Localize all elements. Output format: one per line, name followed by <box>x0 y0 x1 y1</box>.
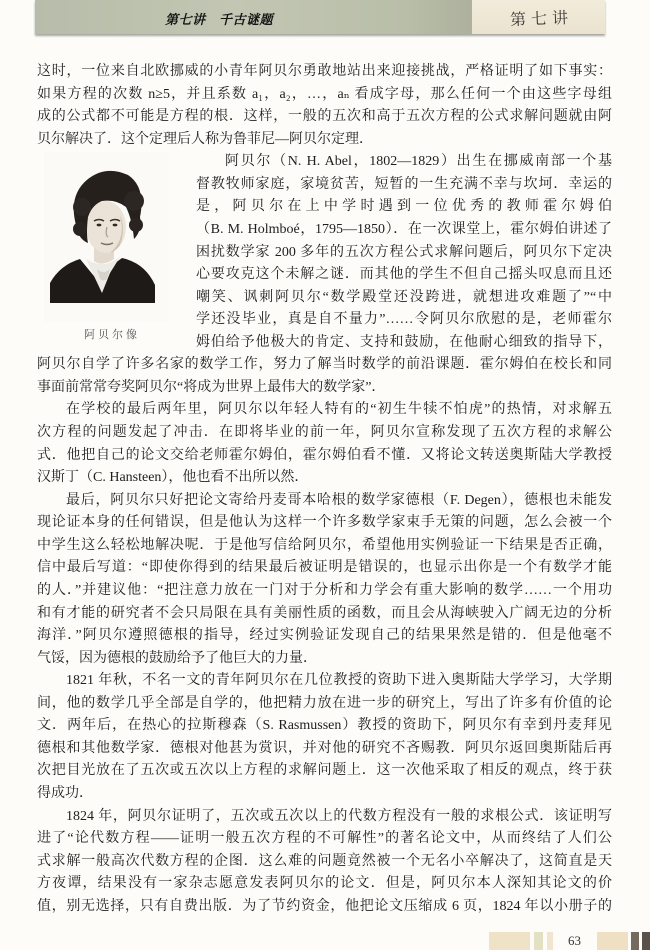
footer-decor-bar <box>642 932 650 950</box>
text-line: 事面前常常夸奖阿贝尔“将成为世界上最伟大的数学家”． <box>37 379 386 395</box>
text-line: 姆伯给予他极大的肯定、支持和鼓励，在他耐心细致的指导下， <box>196 334 612 350</box>
text-line: 气馁，因为德根的鼓励给予了他巨大的力量． <box>37 650 317 666</box>
text-line: 进了“论代数方程——证明一般五次方程的不可解性”的著名论文中，从而终结了人们公 <box>37 831 612 847</box>
text-line: 1824 年，阿贝尔证明了，五次或五次以上的代数方程没有一般的求根公式．该证明写 <box>66 808 612 824</box>
text-line: 现论证本身的任何错误，但是他认为这样一个许多数学家束手无策的问题，怎么会被一个 <box>37 515 612 531</box>
figure-caption: 阿贝尔像 <box>84 329 140 341</box>
chapter-tab <box>472 0 605 34</box>
text-line: 督教牧师家庭，家境贫苦，短暂的一生充满不幸与坎坷．幸运的 <box>196 176 612 192</box>
footer-decor-block <box>547 932 553 950</box>
text-line: 中学生这么轻松地解决呢．于是他写信给阿贝尔，希望他用实例验证一下结果是否正确， <box>37 537 612 553</box>
chapter-header-band <box>35 0 605 34</box>
text-line: 德根和其他数学家．德根对他甚为赏识，并对他的研究不吝赐教．阿贝尔返回奥斯陆后再 <box>37 740 612 756</box>
text-line: 贝尔解决了．这个定理后人称为鲁菲尼—阿贝尔定理． <box>37 131 373 147</box>
text-line: 值，别无选择，只有自费出版．为了节约资金，他把论文压缩成 6 页，1824 年以小册子的 <box>37 898 612 914</box>
text-line: 阿贝尔自学了许多名家的数学工作，努力了解当时数学的前沿课题．霍尔姆伯在校长和同 <box>37 357 612 373</box>
footer-decor-block <box>534 932 543 950</box>
text-line: 学还没毕业，真是自不量力”……令阿贝尔欣慰的是，老师霍尔 <box>196 312 612 328</box>
text-line: 阿贝尔（N. H. Abel，1802—1829）出生在挪威南部一个基 <box>225 154 612 170</box>
text-line: 嘲笑、讽刺阿贝尔“数学殿堂还没跨进，就想进攻难题了”“中 <box>196 289 612 305</box>
chapter-title: 第七讲 千古谜题 <box>165 13 274 28</box>
text-line: 方夜谭，结果没有一家杂志愿意发表阿贝尔的论文．但是，阿贝尔本人深知其论文的价 <box>37 876 612 892</box>
article-body <box>37 61 612 918</box>
paragraph-abel-biography <box>37 151 612 399</box>
text-line: 式求解一般高次代数方程的企图．这么难的问题竟然被一个无名小卒解决了，这简直是天 <box>37 853 612 869</box>
text-line: 汉斯丁（C. Hansteen），他也看不出所以然． <box>37 470 309 486</box>
text-line: 的人．”并建议他：“把注意力放在一门对于分析和力学会有重大影响的数学……一个用功 <box>37 582 612 598</box>
paragraph-school-years <box>37 399 612 489</box>
text-line: 海洋．”阿贝尔遵照德根的指导，经过实例验证发现自己的结果果然是错的．但是他毫不 <box>37 628 612 644</box>
text-line: 成的公式都不可能是方程的根．这样，一般的五次和高于五次方程的公式求解问题就由阿 <box>37 109 612 125</box>
footer-decor-block <box>489 932 530 950</box>
text-line: 如果方程的次数 n≥5，并且系数 a₁，a₂，…，aₙ 看成字母，那么任何一个由这些字母组 <box>37 86 612 102</box>
text-line: 在学校的最后两年里，阿贝尔以年轻人特有的“初生牛犊不怕虎”的热情，对求解五 <box>66 402 612 418</box>
paragraph-degen <box>37 490 612 671</box>
text-line: 文．两年后，在热心的拉斯穆森（S. Rasmussen）教授的资助下，阿贝尔有幸到丹麦拜见 <box>37 718 612 734</box>
text-line: 间，他的数学几乎全部是自学的，他把精力放在进一步的研究上，写出了许多有价值的论 <box>37 695 612 711</box>
text-line: 次方程的问题发起了冲击．在即将毕业的前一年，阿贝尔宣称发现了五次方程的求解公 <box>37 425 612 440</box>
text-line: 心要攻克这个未解之谜．而其他的学生不但自己摇头叹息而且还 <box>196 267 612 283</box>
text-line: 式．他把自己的论文交给老师霍尔姆伯，霍尔姆伯看不懂．又将论文转送奥斯陆大学教授 <box>37 447 612 463</box>
text-line: 1821 年秋，不名一文的青年阿贝尔在几位教授的资助下进入奥斯陆大学学习，大学期 <box>66 673 612 689</box>
text-line: 这时，一位来自北欧挪威的小青年阿贝尔勇敢地站出来迎接挑战，严格证明了如下事实： <box>37 64 612 79</box>
paragraph-abel-theorem <box>37 61 612 151</box>
text-line: 和有才能的研究者不会只局限在具有美丽性质的函数，而且会从海峡驶入广阔无边的分析 <box>37 605 612 621</box>
footer-decor-block <box>597 932 628 950</box>
text-line: 得成功． <box>37 786 93 801</box>
chapter-tab-label: 第七讲 <box>509 7 574 30</box>
text-line: 困扰数学家 200 多年的五次方程公式求解问题后，阿贝尔下定决 <box>196 244 612 260</box>
text-line: 信中最后写道：“即使你得到的结果最后被证明是错误的，也显示出你是一个有数学才能 <box>37 560 612 576</box>
text-line: （B. M. Holmboé，1795—1850）．在一次课堂上，霍尔姆伯讲述了 <box>196 221 612 237</box>
text-line: 次把目光放在了五次或五次以上方程的求解问题上．这一次他采取了相反的观点，终于获 <box>37 763 612 779</box>
footer-decor-bar <box>631 932 639 950</box>
text-line: 是，阿贝尔在上中学时遇到一位优秀的教师霍尔姆伯 <box>196 199 612 215</box>
paragraph-university <box>37 670 612 805</box>
paragraph-1824-proof <box>37 806 612 919</box>
text-line: 最后，阿贝尔只好把论文寄给丹麦哥本哈根的数学家德根（F. Degen），德根也未能发 <box>66 492 612 508</box>
page-number: 63 <box>568 933 581 948</box>
